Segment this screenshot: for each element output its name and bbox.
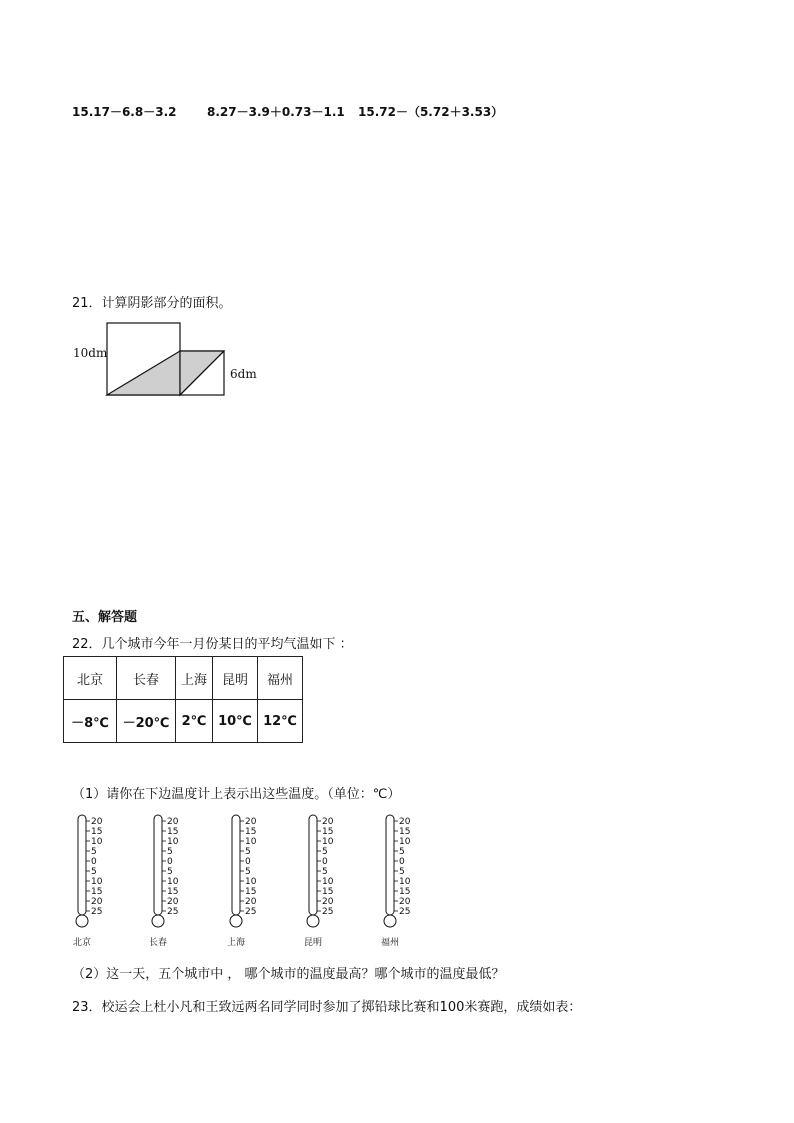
expression-3: 15.72－（5.72＋3.53） <box>358 105 504 119</box>
scale-tick-label: 20 <box>91 897 103 907</box>
thermometer-tube <box>78 815 86 915</box>
label-6dm: 6dm <box>230 367 257 381</box>
scale-tick-label: 20 <box>167 817 179 827</box>
scale-tick-label: 25 <box>91 907 103 917</box>
thermometer-bulb <box>230 915 242 927</box>
scale-tick-label: 0 <box>245 857 251 867</box>
scale-tick-label: 10 <box>91 877 103 887</box>
city-row <box>64 657 303 700</box>
scale-tick-label: 5 <box>245 867 251 877</box>
scale-tick-label: 15 <box>322 887 334 897</box>
question-22-sub2: （2）这一天，五个城市中 ， 哪个城市的温度最高？哪个城市的温度最低？ <box>72 967 505 982</box>
temp-cell: －8℃ <box>64 700 117 743</box>
city-cell: 北京 <box>64 657 117 700</box>
scale-tick-label: 15 <box>91 887 103 897</box>
scale-tick-label: 25 <box>399 907 411 917</box>
scale-tick-label: 0 <box>167 857 173 867</box>
thermometer-tube <box>386 815 394 915</box>
scale-tick-label: 20 <box>399 817 411 827</box>
thermometer-city-label: 长春 <box>149 938 168 948</box>
thermometer-city-label: 上海 <box>227 938 246 948</box>
city-cell: 上海 <box>176 657 213 700</box>
city-cell: 长春 <box>117 657 176 700</box>
scale-tick-label: 25 <box>167 907 179 917</box>
scale-tick-label: 20 <box>322 897 334 907</box>
thermometer-bulb <box>384 915 396 927</box>
thermometer-tube <box>309 815 317 915</box>
temp-cell: 12℃ <box>258 700 303 743</box>
scale-tick-label: 15 <box>399 827 411 837</box>
label-10dm: 10dm <box>73 346 108 360</box>
scale-tick-label: 5 <box>322 867 328 877</box>
scale-tick-label: 0 <box>399 857 405 867</box>
thermometer-drawing <box>148 813 208 938</box>
scale-tick-label: 10 <box>167 837 179 847</box>
expression-2: 8.27－3.9＋0.73－1.1 <box>207 105 345 119</box>
scale-tick-label: 10 <box>91 837 103 847</box>
scale-tick-label: 15 <box>167 827 179 837</box>
temp-cell: 10℃ <box>213 700 258 743</box>
scale-tick-label: 10 <box>245 837 257 847</box>
thermometer-drawing <box>303 813 363 938</box>
section-5-title: 五、解答题 <box>72 610 138 625</box>
thermometer-bulb <box>307 915 319 927</box>
scale-tick-label: 5 <box>167 867 173 877</box>
scale-tick-label: 15 <box>399 887 411 897</box>
scale-tick-label: 20 <box>399 897 411 907</box>
scale-tick-label: 15 <box>245 887 257 897</box>
shaded-triangle <box>107 351 180 395</box>
thermometer-bulb <box>76 915 88 927</box>
temperature-row <box>64 700 303 743</box>
thermometer-tube <box>154 815 162 915</box>
thermometer-drawing <box>226 813 286 938</box>
thermometer[interactable] <box>72 813 132 948</box>
scale-tick-label: 5 <box>322 847 328 857</box>
scale-tick-label: 20 <box>245 817 257 827</box>
scale-tick-label: 10 <box>322 837 334 847</box>
scale-tick-label: 10 <box>245 877 257 887</box>
thermometer[interactable] <box>148 813 208 948</box>
thermometer-drawing <box>380 813 440 938</box>
thermometer-city-label: 福州 <box>381 938 400 948</box>
scale-tick-label: 15 <box>167 887 179 897</box>
temp-cell: 2℃ <box>176 700 213 743</box>
scale-tick-label: 0 <box>91 857 97 867</box>
thermometer[interactable] <box>303 813 363 948</box>
scale-tick-label: 10 <box>399 837 411 847</box>
scale-tick-label: 15 <box>322 827 334 837</box>
scale-tick-label: 5 <box>91 867 97 877</box>
shaded-area-diagram <box>70 318 270 403</box>
scale-tick-label: 5 <box>91 847 97 857</box>
thermometer-tube <box>232 815 240 915</box>
temperature-table <box>63 656 303 743</box>
scale-tick-label: 5 <box>245 847 251 857</box>
thermometer[interactable] <box>226 813 286 948</box>
thermometer-city-label: 北京 <box>73 938 92 948</box>
expression-1: 15.17－6.8－3.2 <box>72 105 177 119</box>
question-23-text: 23．校运会上杜小凡和王致远两名同学同时参加了掷铅球比赛和100米赛跑，成绩如表： <box>72 1000 582 1015</box>
scale-tick-label: 10 <box>167 877 179 887</box>
scale-tick-label: 15 <box>91 827 103 837</box>
scale-tick-label: 20 <box>245 897 257 907</box>
scale-tick-label: 25 <box>245 907 257 917</box>
scale-tick-label: 15 <box>245 827 257 837</box>
thermometer-drawing <box>72 813 132 938</box>
question-21-text: 21．计算阴影部分的面积。 <box>72 296 232 311</box>
thermometer-city-label: 昆明 <box>304 938 323 948</box>
thermometer[interactable] <box>380 813 440 948</box>
scale-tick-label: 5 <box>399 867 405 877</box>
scale-tick-label: 0 <box>322 857 328 867</box>
question-22-text: 22．几个城市今年一月份某日的平均气温如下 ： <box>72 637 353 652</box>
thermometer-bulb <box>152 915 164 927</box>
scale-tick-label: 25 <box>322 907 334 917</box>
city-cell: 昆明 <box>213 657 258 700</box>
scale-tick-label: 10 <box>399 877 411 887</box>
scale-tick-label: 20 <box>91 817 103 827</box>
scale-tick-label: 5 <box>399 847 405 857</box>
scale-tick-label: 10 <box>322 877 334 887</box>
scale-tick-label: 20 <box>322 817 334 827</box>
scale-tick-label: 5 <box>167 847 173 857</box>
shaded-area-figure <box>70 318 270 403</box>
question-22-sub1: （1）请你在下边温度计上表示出这些温度。（单位：℃） <box>72 787 401 802</box>
scale-tick-label: 20 <box>167 897 179 907</box>
city-cell: 福州 <box>258 657 303 700</box>
temp-cell: －20℃ <box>117 700 176 743</box>
